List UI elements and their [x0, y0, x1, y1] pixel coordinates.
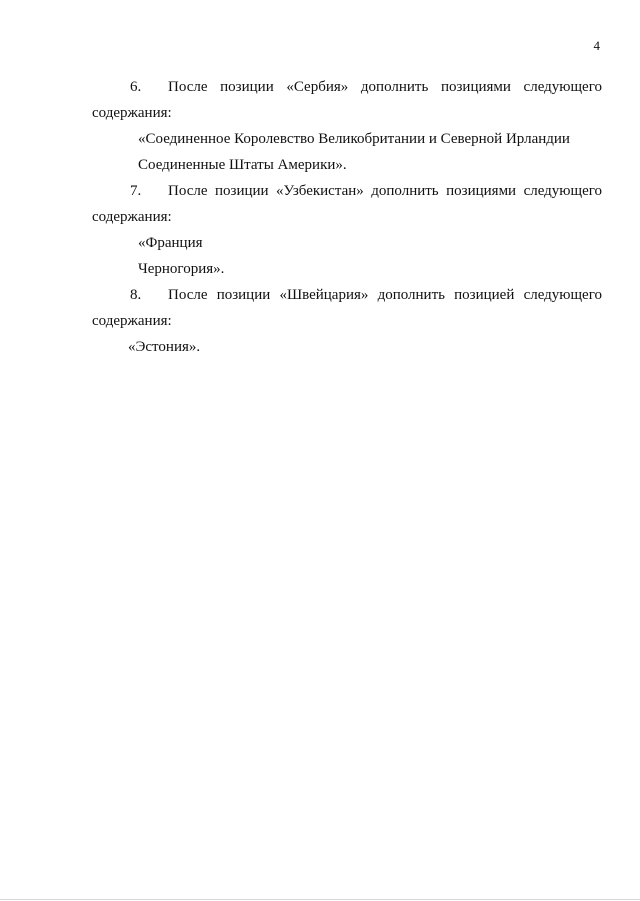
item-6-entry-1: «Соединенное Королевство Великобритании и Северной Ирландии: [138, 131, 570, 147]
page-number: 4: [593, 38, 600, 53]
item-6-number: 6.: [130, 79, 142, 95]
item-6-first-line: [92, 78, 602, 96]
item-7-continuation: содержания:: [92, 209, 172, 225]
item-8-text: После позиции «Швейцария» дополнить позицией следующего: [168, 287, 602, 303]
item-8-continuation: содержания:: [92, 313, 172, 329]
scan-edge-line: [0, 899, 640, 900]
item-6-entry-2: Соединенные Штаты Америки».: [138, 157, 347, 173]
item-7-entry-2: Черногория».: [138, 261, 225, 277]
item-7-first-line: [92, 182, 602, 200]
item-7-number: 7.: [130, 183, 142, 199]
item-6-continuation: содержания:: [92, 105, 172, 121]
item-6-text: После позиции «Сербия» дополнить позициями следующего: [168, 79, 602, 95]
item-8-number: 8.: [130, 287, 142, 303]
item-8-entry-1: «Эстония».: [128, 339, 201, 355]
item-7-text: После позиции «Узбекистан» дополнить позициями следующего: [168, 183, 602, 199]
item-7-entry-1: «Франция: [138, 235, 203, 251]
item-8-first-line: [92, 286, 602, 304]
